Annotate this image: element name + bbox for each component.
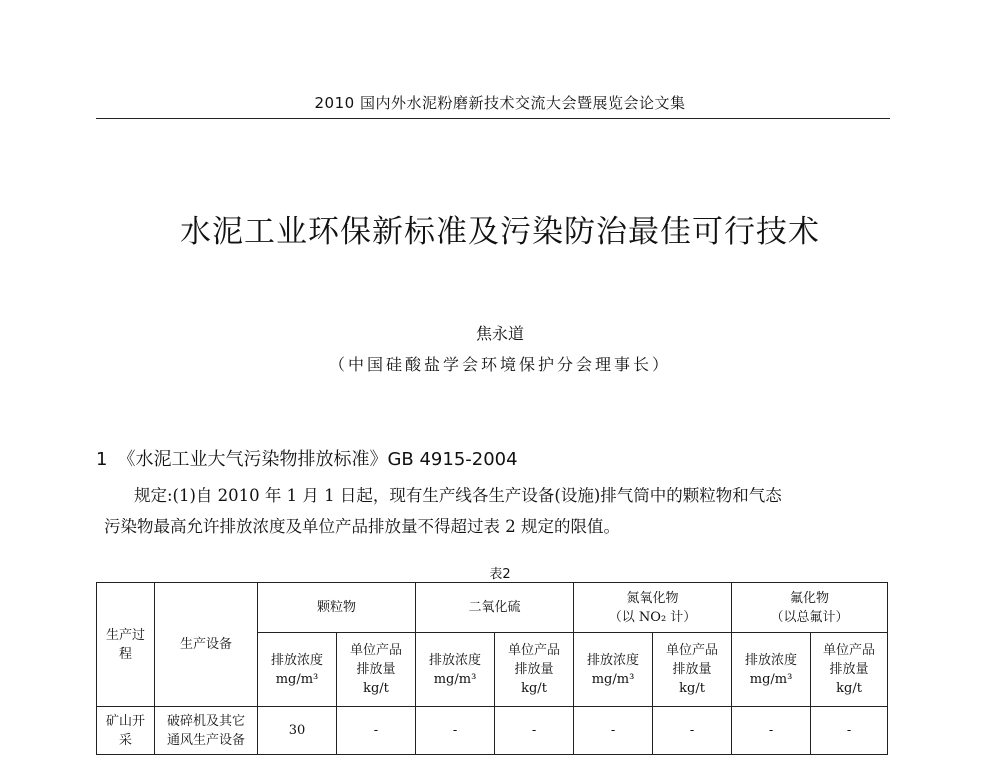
cell-value: - (811, 707, 888, 755)
equipment-header: 生产设备 (155, 583, 258, 707)
sub-header-concentration: 排放浓度 mg/m³ (416, 633, 495, 707)
sub-header-concentration: 排放浓度 mg/m³ (732, 633, 811, 707)
paper-title: 水泥工业环保新标准及污染防治最佳可行技术 (180, 214, 820, 250)
running-header: 2010 国内外水泥粉磨新技术交流大会暨展览会论文集 (314, 94, 686, 112)
cell-value: - (337, 707, 416, 755)
group-header-so2: 二氧化硫 (416, 583, 574, 633)
cell-value: - (574, 707, 653, 755)
table-row (97, 707, 888, 755)
cell-value: 30 (258, 707, 337, 755)
cell-value: - (653, 707, 732, 755)
sub-header-unit-emission: 单位产品 排放量 kg/t (811, 633, 888, 707)
process-header: 生产过 程 (97, 583, 155, 707)
body-paragraph (104, 480, 894, 542)
group-header-particulate: 颗粒物 (258, 583, 416, 633)
section-title: 《水泥工业大气污染物排放标准》GB 4915-2004 (117, 449, 518, 470)
section-heading (96, 445, 518, 471)
author-name: 焦永道 (475, 324, 524, 343)
table-caption: 表2 (489, 567, 511, 582)
cell-value: - (495, 707, 574, 755)
sub-header-concentration: 排放浓度 mg/m³ (258, 633, 337, 707)
section-number: 1 (96, 449, 108, 470)
paragraph-line-1: 规定:(1)自 2010 年 1 月 1 日起，现有生产线各生产设备(设施)排气筒中的颗粒物和气态 (134, 486, 782, 505)
sub-header-unit-emission: 单位产品 排放量 kg/t (495, 633, 574, 707)
sub-header-unit-emission: 单位产品 排放量 kg/t (653, 633, 732, 707)
cell-value: - (732, 707, 811, 755)
row-equipment: 破碎机及其它 通风生产设备 (155, 707, 258, 755)
sub-header-unit-emission: 单位产品 排放量 kg/t (337, 633, 416, 707)
emission-limits-table (96, 582, 888, 755)
header-rule (96, 118, 890, 119)
paragraph-line-2: 污染物最高允许排放浓度及单位产品排放量不得超过表 2 规定的限值。 (104, 517, 620, 536)
author-affiliation: （中国硅酸盐学会环境保护分会理事长） (328, 355, 671, 374)
group-header-nox: 氮氧化物 （以 NO₂ 计） (574, 583, 732, 633)
row-process: 矿山开 采 (97, 707, 155, 755)
cell-value: - (416, 707, 495, 755)
sub-header-concentration: 排放浓度 mg/m³ (574, 633, 653, 707)
group-header-fluoride: 氟化物 （以总氟计） (732, 583, 888, 633)
